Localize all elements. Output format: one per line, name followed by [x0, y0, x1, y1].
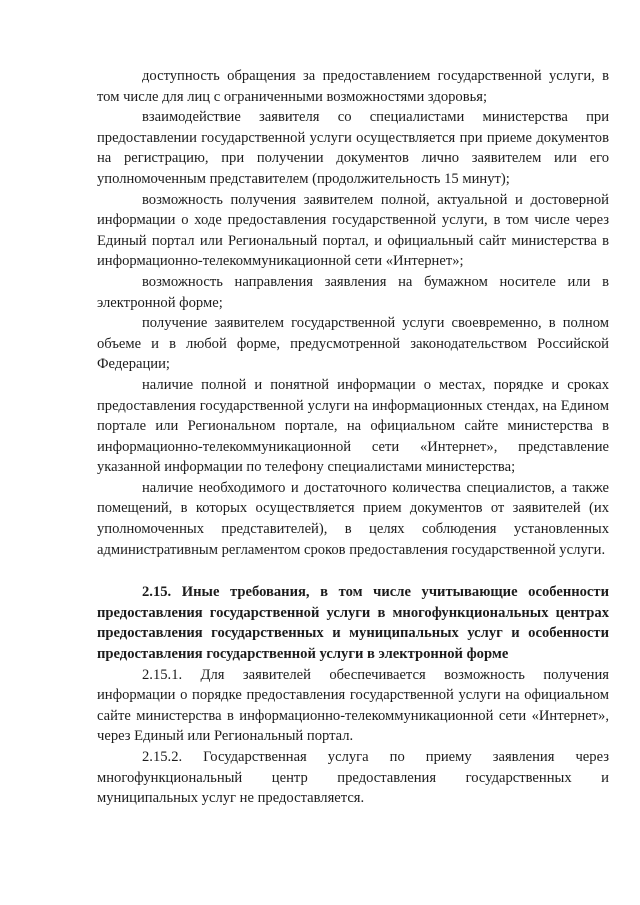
paragraph-information-access: возможность получения заявителем полной, актуальной и достоверной информации о ходе предоставления государственной услуги, в том числе через Единый портал или Региональный портал, и официальный сайт министерства в информационно-телекоммуникационной сети «Интернет»; — [97, 191, 609, 270]
paragraph-information-stands: наличие полной и понятной информации о местах, порядке и сроках предоставления государственной услуги на информационных стендах, на Едином портале или Региональном портале, на официальном сайте министерства в информационно-телекоммуникационной сети «Интернет», представление указанной информации по телефону специалистами министерства; — [97, 376, 609, 476]
paragraph-specialists: наличие необходимого и достаточного количества специалистов, а также помещений, в которых осуществляется прием документов от заявителей (их уполномоченных представителей), в целях соблюдения установленных административным регламентом сроков предоставления государственной услуги. — [97, 479, 609, 558]
subsection-2-15-2: 2.15.2. Государственная услуга по приему заявления через многофункциональный центр предоставления государственных и муниципальных услуг не предоставляется. — [97, 749, 609, 807]
paragraph-timely-service: получение заявителем государственной услуги своевременно, в полном объеме и в любой форме, предусмотренной законодательством Российской Федерации; — [97, 315, 609, 373]
paragraph-application-form: возможность направления заявления на бумажном носителе или в электронной форме; — [97, 273, 609, 311]
section-heading: 2.15. Иные требования, в том числе учитывающие особенности предоставления государственной услуги в многофункциональных центрах предоставления государственных и муниципальных услуг и особенности предоставления государственной услуги в электронной форме — [97, 584, 609, 663]
subsection-2-15-1: 2.15.1. Для заявителей обеспечивается возможность получения информации о порядке предоставления государственной услуги на официальном сайте министерства в информационно-телекоммуникационной сети «Интернет», через Единый или Региональный портал. — [97, 666, 609, 745]
paragraph-accessibility: доступность обращения за предоставлением государственной услуги, в том числе для лиц с ограниченными возможностями здоровья; — [97, 68, 609, 105]
paragraph-interaction: взаимодействие заявителя со специалистами министерства при предоставлении государственной услуги осуществляется при приеме документов на регистрацию, при получении документов лично заявителем или его уполномоченным представителем (продолжительность 15 минут); — [97, 109, 609, 187]
document-body — [97, 66, 609, 809]
